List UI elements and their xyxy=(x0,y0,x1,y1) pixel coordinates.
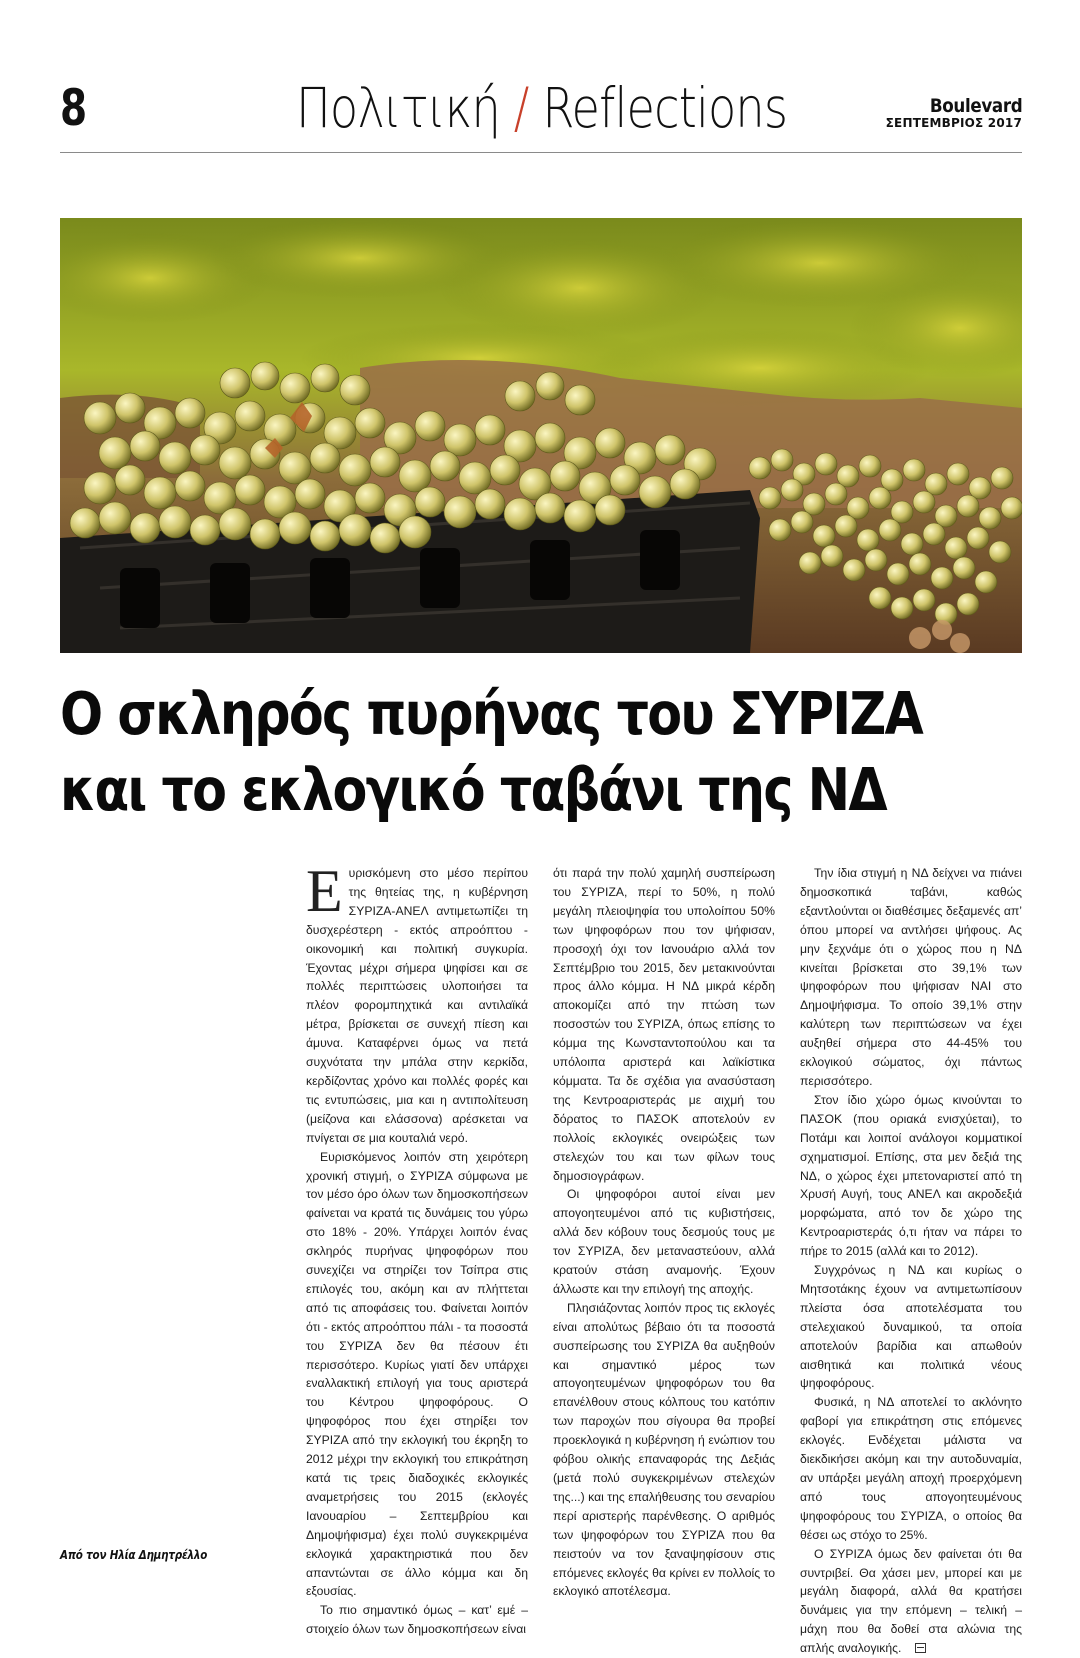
article-column-3 xyxy=(800,864,1022,1658)
paragraph: ότι παρά την πολύ χαμηλή συσπείρωση του ΣΥΡΙΖΑ, περί το 50%, η πολύ μεγάλη πλειοψηφία του υπολοίπου 50% των ψηφοφόρων που τον ψήφισαν, προσοχή όχι τον Ιανουάριο αλλά τον Σεπτέμβριο του 2015, δεν μετακινούνται προς άλλο κόμμα. Η ΝΔ μικρά κέρδη αποκομίζει από την πτώση των ποσοστών του ΣΥΡΙΖΑ, όπως επίσης το κόμμα της Κωνσταντοπούλου και τα υπόλοιπα αριστερά και λαϊκίστικα κόμματα. Τα δε σχέδια για ανασύσταση της Κεντροαριστεράς με αιχμή του δόρατος το ΠΑΣΟΚ αποτελούν εν πολλοίς εκλογικές ονειρώξεις των στελεχών του και των φίλων τους δημοσιογράφων. xyxy=(553,866,775,1183)
section-header xyxy=(296,76,788,140)
paragraph: Την ίδια στιγμή η ΝΔ δείχνει να πιάνει δημοσκοπικά ταβάνι, καθώς εξαντλούνται οι διαθέσιμες δεξαμενές απ’ όπου μπορεί να αντλήσει ψήφους. Ας μην ξεχνάμε ότι ο χώρος που η ΝΔ κινείται βρίσκεται στο 39,1% των ψηφοφόρων που ψήφισαν ΝΑΙ στο Δημοψήφισμα. Το οποίο 39,1% στην καλύτερη των περιπτώσεων να έχει αυξηθεί σήμερα στο 44-45% του εκλογικού σώματος, όχι πάντως περισσότερο. xyxy=(800,866,1022,1088)
publication-name: Boulevard xyxy=(929,95,1022,117)
article-headline xyxy=(60,676,923,828)
drop-cap: Ε xyxy=(306,858,343,924)
paragraph xyxy=(306,858,528,1148)
headline-line-1: Ο σκληρός πυρήνας του ΣΥΡΙΖΑ xyxy=(60,679,923,748)
end-of-article-icon xyxy=(915,1643,926,1653)
paragraph: Φυσικά, η ΝΔ αποτελεί το ακλόνητο φαβορί για επικράτηση στις επόμενες εκλογές. Ενδέχεται μάλιστα να διεκδικήσει ακόμη και την αυτοδυναμία, αν υπάρξει μεγάλη αποχή προερχόμενη από τους απογοητευμένους ψηφοφόρους του ΣΥΡΙΖΑ, ο οποίος θα θέσει ως στόχο το 25%. xyxy=(800,1395,1022,1542)
section-separator: / xyxy=(513,76,529,140)
paragraph: Οι ψηφοφόροι αυτοί είναι μεν απογοητευμένοι από τις κυβιστήσεις, αλλά δεν κόβουν τους δεσμούς τους με τον ΣΥΡΙΖΑ, δεν μεταναστεύουν, αλλά κρατούν στάση αναμονής. Έχουν άλλωστε και την επιλογή της αποχής. xyxy=(553,1187,775,1296)
section-title: Πολιτική xyxy=(296,76,500,140)
paragraph: Ευρισκόμενος λοιπόν στη χειρότερη χρονική στιγμή, ο ΣΥΡΙΖΑ σύμφωνα με τον μέσο όρο όλων των δημοσκοπήσεων φαίνεται να κρατά τις δυνάμεις του γύρω στο 18% - 20%. Υπάρχει λοιπόν ένας σκληρός πυρήνας ψηφοφόρων που συνεχίζει να στηρίζει τον Τσίπρα στις επιλογές του, ακόμη και αν πλήττεται από τις αποφάσεις του. Φαίνεται λοιπόν ότι - εκτός απροόπτου πάλι - τα ποσοστά του ΣΥΡΙΖΑ δεν θα πέσουν έτι περισσότερο. Κυρίως γιατί δεν υπάρχει εναλλακτική επιλογή για τους αριστερά του Κέντρου ψηφοφόρους. Ο ψηφοφόρος που έχει στηρίξει τον ΣΥΡΙΖΑ από την εκλογική του έκρηξη το 2012 μέχρι την εκλογική του επικράτηση κατά τις τρεις διαδοχικές εκλογικές αναμετρήσεις του 2015 (εκλογές Ιανουαρίου – Σεπτεμβρίου και Δημοψήφισμα) έχει πολύ συγκεκριμένα εκλογικά χαρακτηριστικά που δεν απαντώνται σε άλλο κόμμα και δη εξουσίας. xyxy=(306,1149,528,1599)
paragraph: Πλησιάζοντας λοιπόν προς τις εκλογές είναι απολύτως βέβαιο ότι τα ποσοστά συσπείρωσης του ΣΥΡΙΖΑ θα αυξηθούν και σημαντικό μέρος των απογοητευμένων ψηφοφόρων του θα επανέλθουν στους κόλπους του κατόπιν των παροχών που σίγουρα θα προβεί προεκλογικά η κυβέρνηση ή ενώπιον του φόβου ολικής επαναφοράς της Δεξιάς (μετά πολύ συγκεκριμένων στελεχών της...) και της επαλήθευσης του σεναρίου περί αριστερής παρένθεσης. Ο αριθμός των ψηφοφόρων του ΣΥΡΙΖΑ που θα πειστούν να τον ξαναψηφίσουν στις επόμενες εκλογές θα κρίνει εν πολλοίς το εκλογικό αποτέλεσμα. xyxy=(553,1300,775,1599)
subsection-title: Reflections xyxy=(542,76,788,140)
article-column-1 xyxy=(306,858,528,1639)
paragraph: Συγχρόνως η ΝΔ και κυρίως ο Μητσοτάκης έχουν να αντιμετωπίσουν πλείστα όσα αποτελέσματα του στελεχιακού δυναμικού, τα οποία αποτελούν βαρίδια και απωθούν αισθητικά και πολιτικά νέους ψηφοφόρους. xyxy=(800,1263,1022,1391)
header-divider xyxy=(60,152,1022,153)
headline-line-2: και το εκλογικό ταβάνι της ΝΔ xyxy=(60,755,886,824)
paragraph: Στον ίδιο χώρο όμως κινούνται το ΠΑΣΟΚ (που οριακά ενισχύεται), το Ποτάμι και λοιποί ανάλογοι κομματικοί σχηματισμοί. Επίσης, στα μεν δεξιά της ΝΔ, ο χώρος έχει μπετοναριστεί από τη Χρυσή Αυγή, τους ΑΝΕΛ και ακροδεξιά μορφώματα, από τον δε χώρο της Κεντροαριστεράς ό,τι ήταν να πάρει το πήρε το 2015 (αλλά και το 2012). xyxy=(800,1092,1022,1259)
paragraph xyxy=(800,1545,1022,1658)
paragraph-text: υρισκόμενη στο μέσο περίπου της θητείας της, η κυβέρνηση ΣΥΡΙΖΑ-ΑΝΕΛ αντιμετωπίζει τη δυσχερέστερη - εκτός απροόπτου - οικονομική και πολιτική συγκυρία. Έχοντας μέχρι σήμερα ψηφίσει και σε πολλές περιπτώσεις υλοποιήσει τα πλέον φορομπηχτικά και αντιλαϊκά μέτρα, βρίσκεται σε συνεχή πίεση και άμυνα. Καταφέρνει όμως να πετά συχνότατα την μπάλα στην κερκίδα, κερδίζοντας χρόνο και πολλές φορές και τις εντυπώσεις, μια και η αντιπολίτευση (μείζονα και ελάσσονα) αρέσκεται να πνίγεται σε μια κουταλιά νερό. xyxy=(306,866,528,1145)
grapes-photo xyxy=(60,218,1022,653)
issue-date: ΣΕΠΤΕΜΒΡΙΟΣ 2017 xyxy=(885,116,1022,130)
paragraph: Το πιο σημαντικό όμως – κατ’ εμέ – στοιχείο όλων των δημοσκοπήσεων είναι xyxy=(306,1603,528,1637)
masthead xyxy=(886,96,1022,130)
page-number: 8 xyxy=(60,79,88,137)
article-column-2 xyxy=(553,864,775,1601)
article-byline: Από τον Ηλία Δημητρέλλο xyxy=(60,1548,208,1562)
paragraph-text: Ο ΣΥΡΙΖΑ όμως δεν φαίνεται ότι θα συντριβεί. Θα χάσει μεν, μπορεί και με μεγάλη διαφορά, αλλά θα κρατήσει δυνάμεις για την επόμενη – τελική – μάχη που θα δοθεί στα αλώνια της απλής αναλογικής. xyxy=(800,1546,1022,1656)
